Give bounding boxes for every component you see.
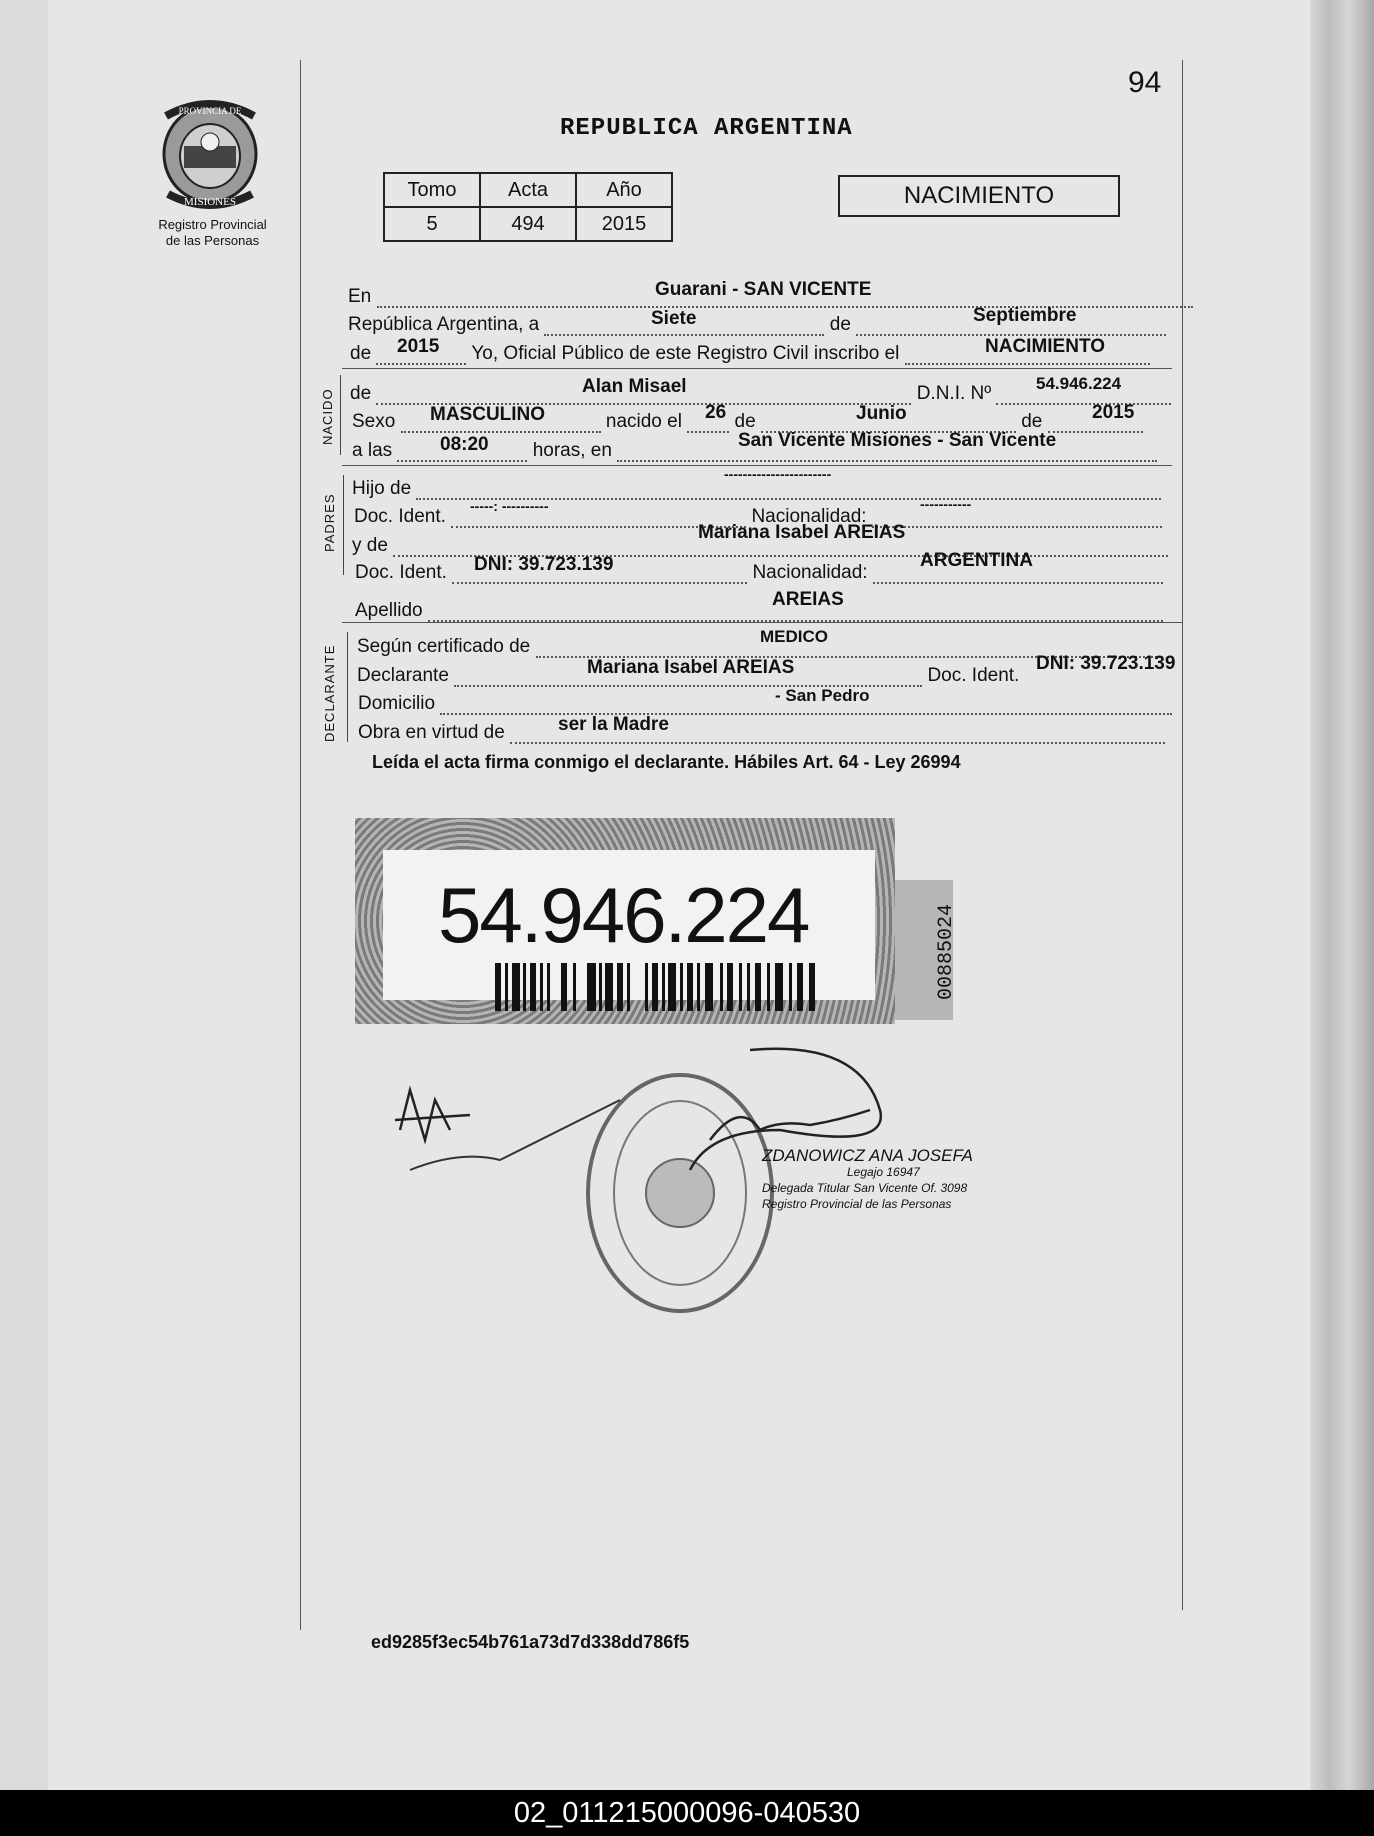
sticker-serial: 00885024 — [935, 903, 958, 1000]
label-a-las: a las — [352, 440, 393, 461]
label-de-name: de — [350, 383, 372, 404]
value-birth-day: 26 — [705, 402, 727, 423]
value-month-text: Septiembre — [973, 305, 1077, 326]
value-birth-year: 2015 — [1092, 402, 1135, 423]
label-apellido: Apellido — [355, 600, 423, 621]
registry-caption-line2: de las Personas — [165, 233, 260, 248]
value-year: 2015 — [397, 336, 440, 357]
logo-text-top: PROVINCIA DE — [178, 106, 242, 116]
label-doc-ident-declarant: Doc. Ident. — [927, 665, 1020, 686]
value-certificate: MEDICO — [760, 627, 828, 646]
official-office: Registro Provincial de las Personas — [762, 1197, 952, 1211]
value-sex: MASCULINO — [430, 404, 546, 425]
value-father-doc: -----: ---------- — [470, 498, 549, 514]
section-divider — [342, 622, 1182, 623]
row-address — [358, 693, 1172, 715]
label-obra-en-virtud: Obra en virtud de — [358, 722, 505, 743]
value-birth-place: San Vicente Misiones - San Vicente — [738, 430, 1057, 451]
row-capacity — [358, 722, 1165, 744]
section-label-declarante: DECLARANTE — [322, 644, 337, 742]
page-number: 94 — [1128, 66, 1162, 99]
row-surname — [355, 600, 1163, 622]
label-hijo-de: Hijo de — [352, 478, 412, 499]
value-surname: AREIAS — [772, 589, 844, 610]
value-declarant-doc: DNI: 39.723.139 — [1036, 653, 1176, 674]
label-republica: República Argentina, a — [348, 314, 540, 335]
misiones-crest-logo — [158, 98, 262, 210]
label-de-year: de — [350, 343, 372, 364]
registry-table-value-row — [384, 207, 672, 241]
footer-file-id: 02_011215000096-040530 — [513, 1797, 861, 1829]
label-nacido-el: nacido el — [605, 411, 682, 432]
value-capacity: ser la Madre — [558, 714, 669, 735]
logo-text-bottom: MISIONES — [184, 196, 236, 208]
label-yo-oficial: Yo, Oficial Público de este Registro Civil inscribo el — [471, 343, 900, 364]
section-label-nacido: NACIDO — [320, 388, 335, 445]
value-father-nationality: ----------- — [920, 496, 972, 512]
nacido-section-bar — [340, 375, 341, 455]
label-horas-en: horas, en — [532, 440, 612, 461]
label-de-birth-month: de — [734, 411, 756, 432]
label-domicilio: Domicilio — [358, 693, 436, 714]
document-type-box: NACIMIENTO — [838, 175, 1120, 217]
sticker-serial-tag — [895, 880, 958, 1020]
registry-caption — [140, 217, 285, 249]
label-nacionalidad-father: Nacionalidad: — [751, 506, 867, 527]
label-doc-ident-mother: Doc. Ident. — [355, 562, 447, 583]
value-ano: 2015 — [576, 207, 672, 241]
value-place: Guarani - SAN VICENTE — [655, 279, 872, 300]
value-birth-month: Junio — [856, 403, 907, 424]
official-name: ZDANOWICZ ANA JOSEFA — [762, 1146, 973, 1165]
section-label-padres: PADRES — [322, 493, 337, 552]
header-ano: Año — [576, 173, 672, 207]
registry-number-table — [383, 172, 673, 242]
label-doc-ident-father: Doc. Ident. — [354, 506, 446, 527]
official-signature-block — [762, 1148, 973, 1212]
label-declarante: Declarante — [357, 665, 449, 686]
value-declarant: Mariana Isabel AREIAS — [587, 657, 795, 678]
dni-number-sticker — [355, 818, 895, 1024]
label-segun-certificado: Según certificado de — [357, 636, 531, 657]
footer-bar — [0, 1790, 1374, 1836]
label-sexo: Sexo — [352, 411, 396, 432]
sticker-dni-number: 54.946.224 — [438, 871, 809, 959]
official-legajo: Legajo 16947 — [847, 1165, 920, 1179]
label-de-month: de — [829, 314, 851, 335]
value-mother-nationality: ARGENTINA — [920, 550, 1033, 571]
label-en: En — [348, 286, 372, 307]
value-acta: 494 — [480, 207, 576, 241]
value-dni: 54.946.224 — [1036, 374, 1122, 393]
value-mother: Mariana Isabel AREIAS — [698, 522, 906, 543]
section-divider — [342, 368, 1172, 369]
header-acta: Acta — [480, 173, 576, 207]
document-hash: ed9285f3ec54b761a73d7d338dd786f5 — [371, 1632, 690, 1652]
value-tomo: 5 — [384, 207, 480, 241]
left-margin-rule — [300, 60, 301, 1630]
value-birth-time: 08:20 — [440, 434, 489, 455]
barcode-graphic — [495, 963, 817, 1011]
declarante-section-bar — [347, 632, 348, 742]
value-act-type: NACIMIENTO — [985, 336, 1105, 357]
registry-caption-line1: Registro Provincial — [158, 217, 267, 232]
official-role: Delegada Titular San Vicente Of. 3098 — [762, 1181, 968, 1195]
right-page-edges — [1310, 0, 1374, 1790]
label-y-de: y de — [352, 535, 388, 556]
value-address: - San Pedro — [775, 686, 870, 705]
label-dni-no: D.N.I. Nº — [916, 383, 992, 404]
value-father: ----------------------- — [724, 466, 832, 482]
sticker-inner — [383, 850, 875, 1000]
value-mother-doc: DNI: 39.723.139 — [474, 554, 614, 575]
label-de-birth-year: de — [1021, 411, 1043, 432]
label-nacionalidad-mother: Nacionalidad: — [752, 562, 868, 583]
registry-table-header-row — [384, 173, 672, 207]
dotted-line — [872, 506, 1162, 528]
closing-statement: Leída el acta firma conmigo el declarante. Hábiles Art. 64 - Ley 26994 — [372, 752, 961, 772]
header-tomo: Tomo — [384, 173, 480, 207]
padres-section-bar — [343, 475, 344, 575]
left-page-edge — [0, 0, 52, 1790]
value-name: Alan Misael — [582, 376, 687, 397]
document-title: REPUBLICA ARGENTINA — [560, 115, 853, 142]
value-day-text: Siete — [651, 308, 697, 329]
